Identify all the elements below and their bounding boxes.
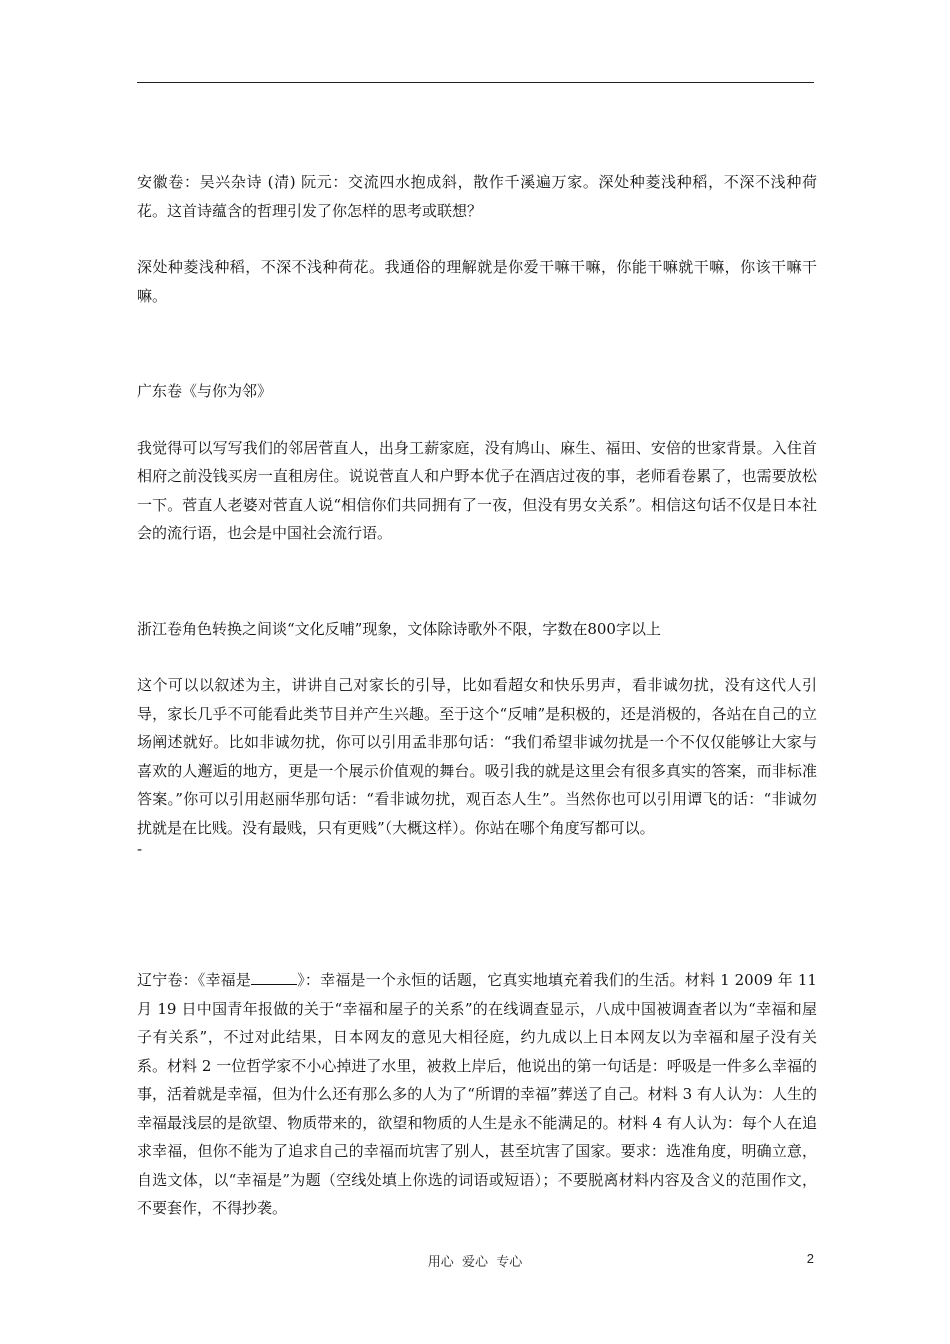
anhui-comment: 深处种菱浅种稻，不深不浅种荷花。我通俗的理解就是你爱干嘛干嘛，你能干嘛就干嘛，你该干嘛干嘛。: [137, 258, 817, 305]
liaoning-prompt: [137, 966, 817, 1223]
guangdong-prompt: 广东卷《与你为邻》: [137, 382, 273, 400]
page-content: [137, 168, 817, 1223]
liaoning-prompt-rest: 》：幸福是一个永恒的话题，它真实地填充着我们的生活。材料 1 2009 年 11 月 19 日中国青年报做的关于“幸福和屋子的关系”的在线调查显示，八成中国被调查者以为“幸福和屋子有关系”，不过对此结果，日本网友的意见大相径庭，约九成以上日本网友以为幸福和屋子没有关系。材料 2 一位哲学家不小心掉进了水里，被救上岸后，他说出的第一句话是：呼吸是一件多么幸福的事，活着就是幸福，但为什么还有那么多的人为了“所谓的幸福”葬送了自己。材料 3 有人认为：人生的幸福最浅层的是欲望、物质带来的，欲望和物质的人生是永不能满足的。材料 4 有人认为：每个人在追求幸福，但你不能为了追求自己的幸福而坑害了别人，甚至坑害了国家。要求：选准角度，明确立意，自选文体，以“幸福是”为题（空线处填上你选的词语或短语）；不要脱离材料内容及含义的范围作文，不要套作，不得抄袭。: [137, 971, 817, 1217]
footer-motto: 用心 爱心 专心: [427, 1255, 523, 1270]
page-number: 2: [806, 1251, 814, 1266]
zhejiang-comment: 这个可以以叙述为主，讲讲自己对家长的引导，比如看超女和快乐男声，看非诚勿扰，没有这代人引导，家长几乎不可能看此类节目并产生兴趣。至于这个“反哺”是积极的，还是消极的，各站在自己的立场阐述就好。比如非诚勿扰，你可以引用孟非那句话：“我们希望非诚勿扰是一个不仅仅能够让大家与喜欢的人邂逅的地方，更是一个展示价值观的舞台。吸引我的就是这里会有很多真实的答案，而非标准答案。”你可以引用赵丽华那句话：“看非诚勿扰，观百态人生”。当然你也可以引用谭飞的话：“非诚勿扰就是在比贱。没有最贱，只有更贱”（大概这样）。你站在哪个角度写都可以。: [137, 676, 817, 837]
anhui-prompt: 安徽卷：吴兴杂诗 (清) 阮元：交流四水抱成斜，散作千溪遍万家。深处种菱浅种稻，不深不浅种荷花。这首诗蕴含的哲理引发了你怎样的思考或联想？: [137, 173, 817, 220]
guangdong-comment: 我觉得可以写写我们的邻居菅直人，出身工薪家庭，没有鸠山、麻生、福田、安倍的世家背景。入住首相府之前没钱买房一直租房住。说说菅直人和户野本优子在酒店过夜的事，老师看卷累了，也需要放松一下。菅直人老婆对菅直人说“相信你们共同拥有了一夜，但没有男女关系”。相信这句话不仅是日本社会的流行语，也会是中国社会流行语。: [137, 438, 817, 542]
header-rule: [137, 82, 814, 83]
fill-in-blank: [251, 969, 297, 985]
liaoning-prompt-start: 辽宁卷：《幸福是: [137, 971, 252, 989]
zhejiang-prompt: 浙江卷角色转换之间谈“文化反哺”现象，文体除诗歌外不限，字数在800字以上: [137, 619, 661, 638]
trailing-dash: -: [137, 840, 143, 858]
